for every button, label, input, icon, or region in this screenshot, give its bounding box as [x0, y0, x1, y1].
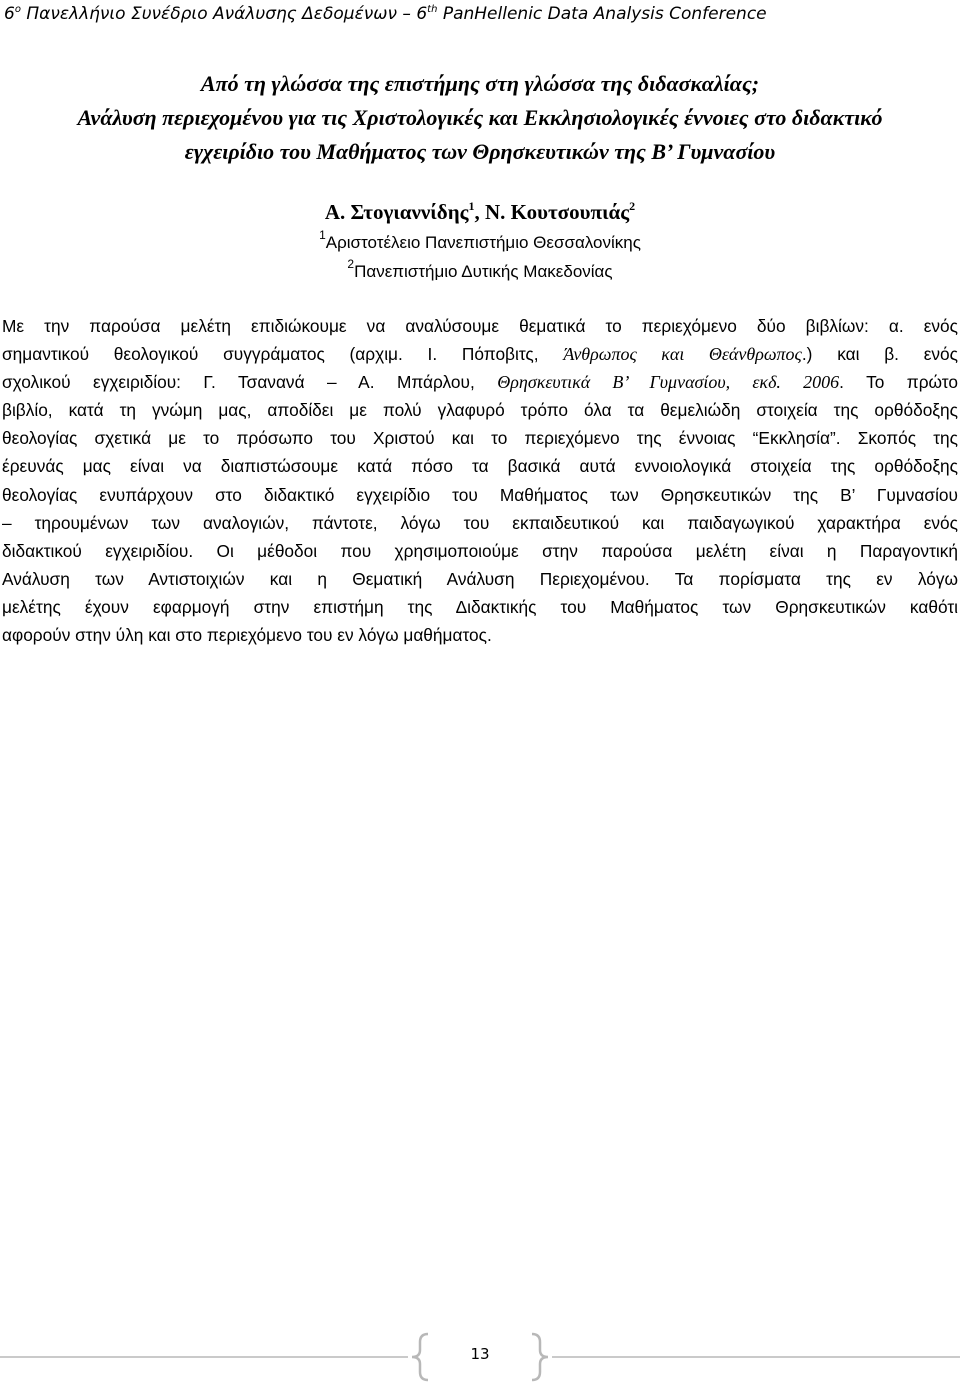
abstract-line: μελέτης έχουν εφαρμογή στην επιστήμη της Διδακτικής του Μαθήματος των Θρησκευτικών καθότι [2, 596, 958, 617]
abstract-line: αφορούν στην ύλη και στο περιεχόμενο του εν λόγω μαθήματος. [2, 625, 492, 646]
abstract-line: βιβλίο, κατά τη γνώμη μας, αποδίδει με πολύ γλαφυρό τρόπο όλα τα θεμελιώδη στοιχεία της ορθόδοξης [2, 400, 958, 421]
abstract-line: έρευνάς μας είναι να διαπιστώσουμε κατά πόσο τα βασικά αυτά εννοιολογικά στοιχεία της ορθόδοξης [2, 456, 958, 477]
author-affiliation-mark: 2 [629, 199, 636, 213]
author-name: Ν. Κουτσουπιάς [484, 200, 630, 224]
affiliation-mark: 2 [347, 257, 355, 271]
header-ordinal-en-sup: th [427, 4, 438, 15]
abstract-line [2, 340, 958, 368]
abstract-line [2, 368, 958, 396]
author-separator: , [474, 200, 485, 224]
abstract-line: Με την παρούσα μελέτη επιδιώκουμε να αναλύσουμε θεματικά το περιεχόμενο δύο βιβλίων: α. ενός [2, 316, 958, 336]
page-number: 13 [470, 1345, 490, 1363]
abstract-line: θεολογίας ενυπάρχουν στο διδακτικό εγχειρίδιο του Μαθήματος των Θρησκευτικών της Β’ Γυμνασίου [2, 484, 958, 505]
title-line: Ανάλυση περιεχομένου για τις Χριστολογικές και Εκκλησιολογικές έννοιες στο διδακτικό [77, 105, 883, 130]
book-title: Άνθρωπος και Θεάνθρωπος [563, 344, 802, 365]
affiliation-mark: 1 [319, 228, 326, 242]
header-conference-greek: Πανελλήνιο Συνέδριο Ανάλυσης Δεδομένων – [26, 4, 417, 24]
right-brace-icon [532, 1334, 548, 1380]
title-line: εγχειρίδιο του Μαθήματος των Θρησκευτικών της Β’ Γυμνασίου [184, 139, 776, 164]
author-list [0, 197, 960, 227]
abstract-text: .) και β. ενός [801, 344, 958, 365]
author-name: Α. Στογιαννίδης [324, 200, 469, 224]
page-footer [0, 1326, 960, 1386]
affiliation-name: Πανεπιστήμιο Δυτικής Μακεδονίας [354, 262, 613, 281]
left-brace-icon [412, 1334, 428, 1380]
title-line: Από τη γλώσσα της επιστήμης στη γλώσσα της διδασκαλίας; [200, 71, 760, 96]
abstract-text: . Το πρώτο [839, 372, 958, 393]
book-title: Θρησκευτικά Β’ Γυμνασίου, εκδ. 2006 [497, 372, 840, 393]
abstract [2, 312, 958, 649]
affiliation-name: Αριστοτέλειο Πανεπιστήμιο Θεσσαλονίκης [325, 233, 641, 252]
header-ordinal-sup: ο [14, 4, 21, 15]
affiliation [0, 230, 960, 256]
abstract-text: σημαντικού θεολογικού συγγράματος (αρχιμ. Ι. Πόποβιτς, [2, 344, 564, 365]
header-ordinal-en: 6 [416, 4, 428, 24]
affiliation [0, 259, 960, 285]
author-affiliation-mark: 1 [468, 199, 475, 213]
abstract-line: διδακτικού εγχειριδίου. Οι μέθοδοι που χρησιμοποιούμε στην παρούσα μελέτη είναι η Παραγοντική [2, 540, 958, 561]
abstract-line: θεολογίας σχετικά με το πρόσωπο του Χριστού και το περιεχόμενο της έννοιας “Εκκλησία”. Σκοπός της [2, 428, 958, 449]
paper-title [0, 67, 960, 169]
abstract-line: – τηρουμένων των αναλογιών, πάντοτε, λόγω του εκπαιδευτικού και παιδαγωγικού χαρακτήρα ενός [2, 512, 958, 533]
header-ordinal: 6 [4, 4, 15, 24]
abstract-line: Ανάλυση των Αντιστοιχιών και η Θεματική Ανάλυση Περιεχομένου. Τα πορίσματα της εν λόγω [2, 568, 958, 589]
abstract-text: σχολικού εγχειριδίου: Γ. Τσανανά – Α. Μπάρλου, [2, 372, 498, 393]
header-conference-english: PanHellenic Data Analysis Conference [442, 4, 767, 24]
running-header [4, 2, 767, 26]
